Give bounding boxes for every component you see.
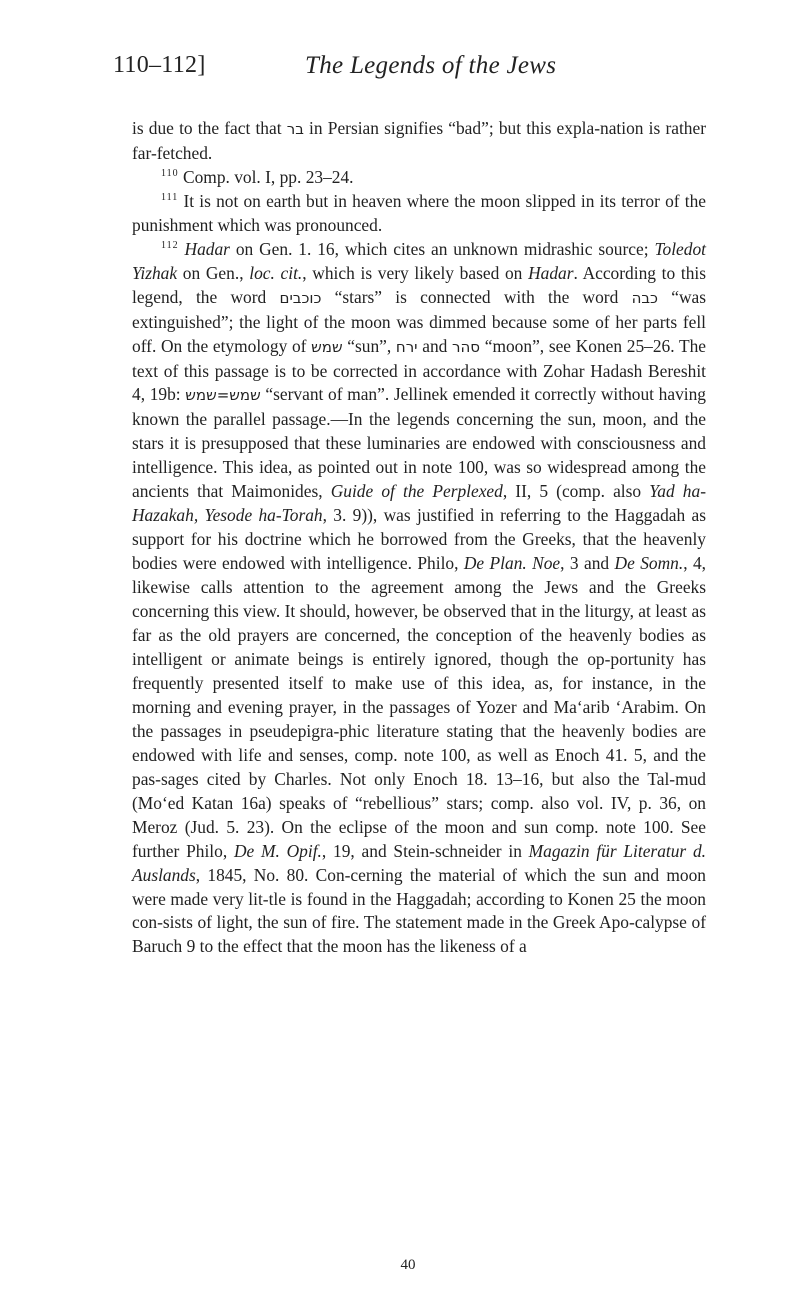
hebrew-word: שמש [311, 337, 343, 356]
hebrew-word: כוכבים [279, 288, 322, 307]
note-number: 111 [161, 191, 179, 203]
note-number: 112 [161, 239, 179, 251]
note-continuation: is due to the fact that בר in Persian signifies “bad”; but this expla-nation is rather far-fetched. [132, 118, 706, 163]
note-number: 110 [161, 167, 179, 179]
hebrew-word: שמש=שמש [185, 386, 261, 405]
notes-body [132, 117, 706, 959]
running-header [113, 52, 713, 92]
hebrew-word: בר [286, 120, 304, 138]
hebrew-word: ירח [395, 337, 418, 356]
header-page-range: 110–112] [113, 52, 206, 78]
page-number: 40 [400, 1257, 416, 1273]
note-112: $^{112}$ Hadar on Gen. 1. 16, which cites an unknown midrashic source; Toledot Yizhak on Gen., loc. cit., which is very likely based on Hadar. According to this legend, the word כוכבים “stars” is connected with the word כבה “was extinguished”; the light of the moon was dimmed because some of her parts fell off. On the etymology of שמש “sun”, ירח and סהר “moon”, see Konen 25–26. The text of this passage is to be corrected in accordance with Zohar Hadash Bereshit 4, 19b: שמש=שמש “servant of man”. Jellinek emended it correctly without having known the parallel passage.—In the legends concerning the sun, moon, and the stars it is presupposed that these luminaries are endowed with consciousness and intelligence. This idea, as pointed out in note 100, was so widespread among the ancients that Maimonides, Guide of the Perplexed, II, 5 (comp. also Yad ha-Hazakah, Yesode ha-Torah, 3. 9)), was justified in referring to the Haggadah as support for his doctrine which he borrowed from the Greeks, that the heavenly bodies were endowed with intelligence. Philo, De Plan. Noe, 3 and De Somn., 4, likewise calls attention to the agreement among the Jews and the Greeks concerning this view. It should, however, be observed that in the liturgy, at least as far as the old prayers are concerned, the conception of the heavenly bodies as intelligent or animate beings is entirely ignored, though the op-portunity has frequently presented itself to make use of this idea, as, for instance, in the morning and evening prayer, in the passages of Yozer and Ma‘arib ‘Arabim. On the passages in pseudepigra-phic literature stating that the heavenly bodies are endowed with life and senses, comp. note 100, as well as Enoch 41. 5, and the pas-sages cited by Charles. Not only Enoch 18. 13–16, but also the Tal-mud (Mo‘ed Katan 16a) speaks of “rebellious” stars; comp. also vol. IV, p. 36, on Meroz (Jud. 5. 23). On the eclipse of the moon and sun comp. note 100. See further Philo, De M. Opif., 19, and Stein-schneider in Magazin für Literatur d. Auslands, 1845, No. 80. Con-cerning the material of which the sun and moon were made very lit-tle is found in the Haggadah; according to Konen 25 the moon con-sists of light, the sun of fire. The statement made in the Greek Apo-calypse of Baruch 9 to the effect that the moon has the likeness of a [132, 238, 707, 957]
header-book-title: The Legends of the Jews [305, 52, 557, 79]
note-111: $^{111}$ It is not on earth but in heaven where the moon slipped in its terror of the punishment which was pronounced. [132, 190, 706, 235]
hebrew-word: כבה [631, 288, 658, 307]
note-110: $^{110}$ Comp. vol. I, pp. 23–24. [161, 166, 354, 187]
hebrew-word: סהר [452, 337, 481, 356]
